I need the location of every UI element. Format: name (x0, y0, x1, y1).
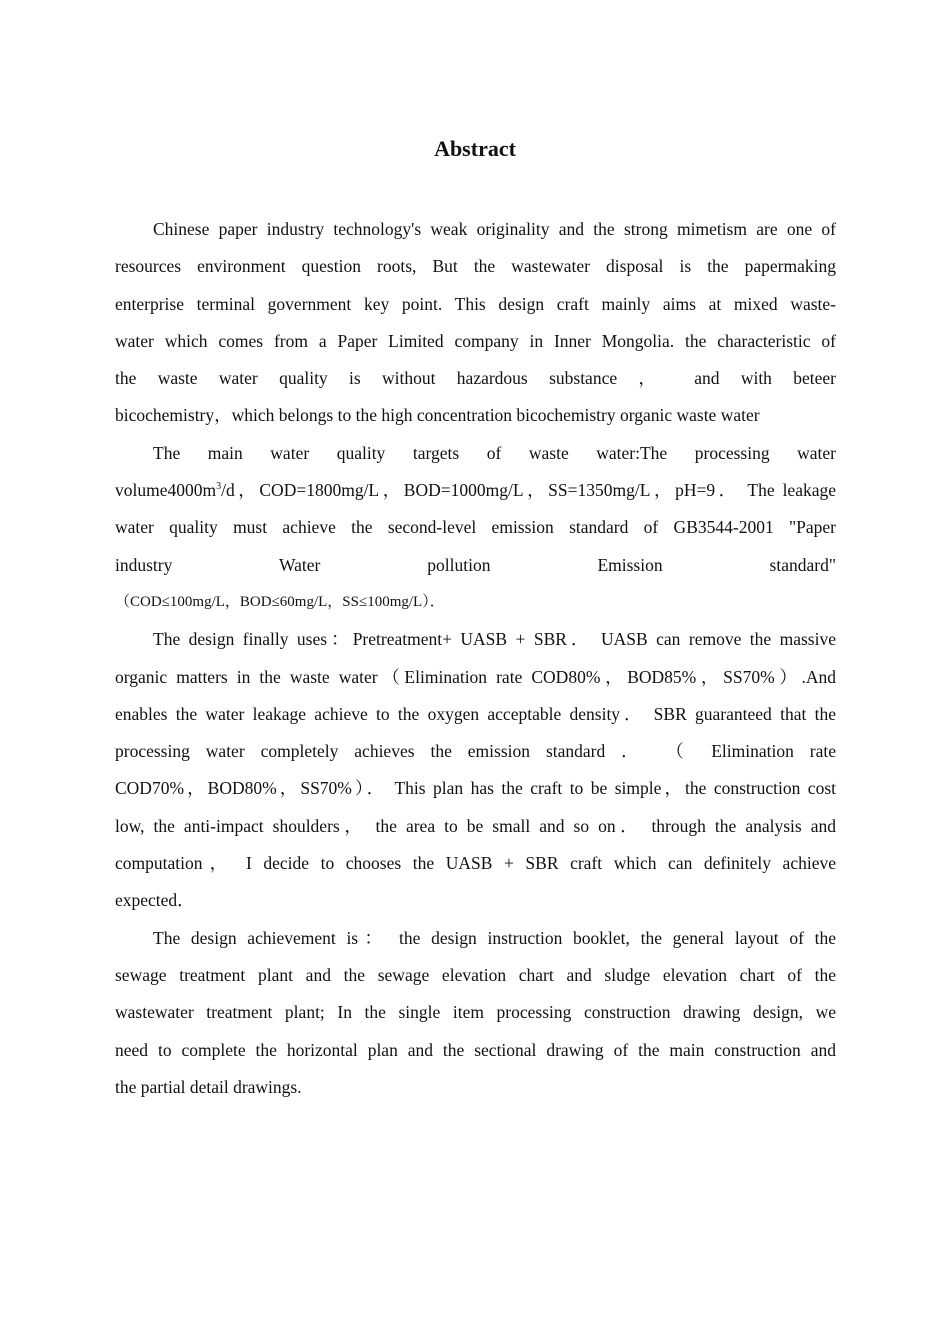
paragraph-1-line-1: Chinese paper industry technology's weak originality and the strong mimetism are one of (153, 219, 836, 239)
paragraph-3-line-8: expected． (115, 890, 195, 911)
paragraph-3-line-1: The design finally uses：Pretreatment+ UASB + SBR． UASB can remove the massive (153, 629, 836, 650)
paragraph-2-line-1: The main water quality targets of waste water:The processing water (153, 442, 836, 463)
cubic-superscript: 3 (216, 481, 222, 493)
paragraph-2-line-5: （COD≤100mg/L，BOD≤60mg/L，SS≤100mg/L）． (115, 593, 445, 610)
paragraph-2-line-3: water quality must achieve the second-level emission standard of GB3544-2001 "Paper (115, 517, 836, 538)
paragraph-1-line-3: enterprise terminal government key point. This design craft mainly aims at mixed waste- (115, 293, 836, 314)
paragraph-3-line-3: enables the water leakage achieve to the oxygen acceptable density． SBR guaranteed that the (115, 703, 836, 724)
paragraph-3-line-6: low, the anti-impact shoulders， the area to be small and so on． through the analysis and (115, 815, 836, 836)
paragraph-1-line-6: bicochemistry，which belongs to the high concentration bicochemistry organic waste water (115, 405, 760, 426)
paragraph-1-line-4: water which comes from a Paper Limited company in Inner Mongolia. the characteristic of (115, 330, 836, 351)
volume-text: volume4000m (115, 480, 217, 501)
paragraph-2-line-4: industry Water pollution Emission standard" (115, 554, 836, 575)
paragraph-2 (115, 435, 836, 621)
paragraph-3-line-2: organic matters in the waste water（Elimination rate COD80%，BOD85%，SS70%）.And (115, 666, 836, 687)
paragraph-3-line-5: COD70%，BOD80%，SS70%）． This plan has the craft to be simple，the construction cost (115, 778, 836, 799)
paragraph-4 (115, 920, 836, 1106)
paragraph-4-line-1: The design achievement is： the design instruction booklet, the general layout of the (153, 927, 836, 948)
water-quality-values: /d，COD=1800mg/L，BOD=1000mg/L，SS=1350mg/L，pH=9． The leakage (221, 480, 836, 501)
page-title: Abstract (434, 136, 516, 161)
paragraph-1 (115, 211, 836, 435)
paragraph-3-line-7: computation， I decide to chooses the UASB + SBR craft which can definitely achieve (115, 853, 836, 874)
paragraph-3 (115, 621, 836, 919)
paragraph-4-line-2: sewage treatment plant and the sewage elevation chart and sludge elevation chart of the (115, 964, 836, 985)
paragraph-4-line-3: wastewater treatment plant; In the single item processing construction drawing design, we (115, 1002, 836, 1023)
paragraph-3-line-4: processing water completely achieves the emission standard ． （ Elimination rate (115, 741, 836, 762)
paragraph-1-line-5: the waste water quality is without hazardous substance ， and with beteer (115, 368, 836, 389)
paragraph-4-line-4: need to complete the horizontal plan and the sectional drawing of the main construction and (115, 1039, 836, 1060)
abstract-body (115, 211, 836, 1106)
paragraph-4-line-5: the partial detail drawings. (115, 1076, 302, 1097)
paragraph-2-line-2 (115, 472, 836, 509)
paragraph-1-line-2: resources environment question roots, But the wastewater disposal is the papermaking (115, 256, 836, 277)
